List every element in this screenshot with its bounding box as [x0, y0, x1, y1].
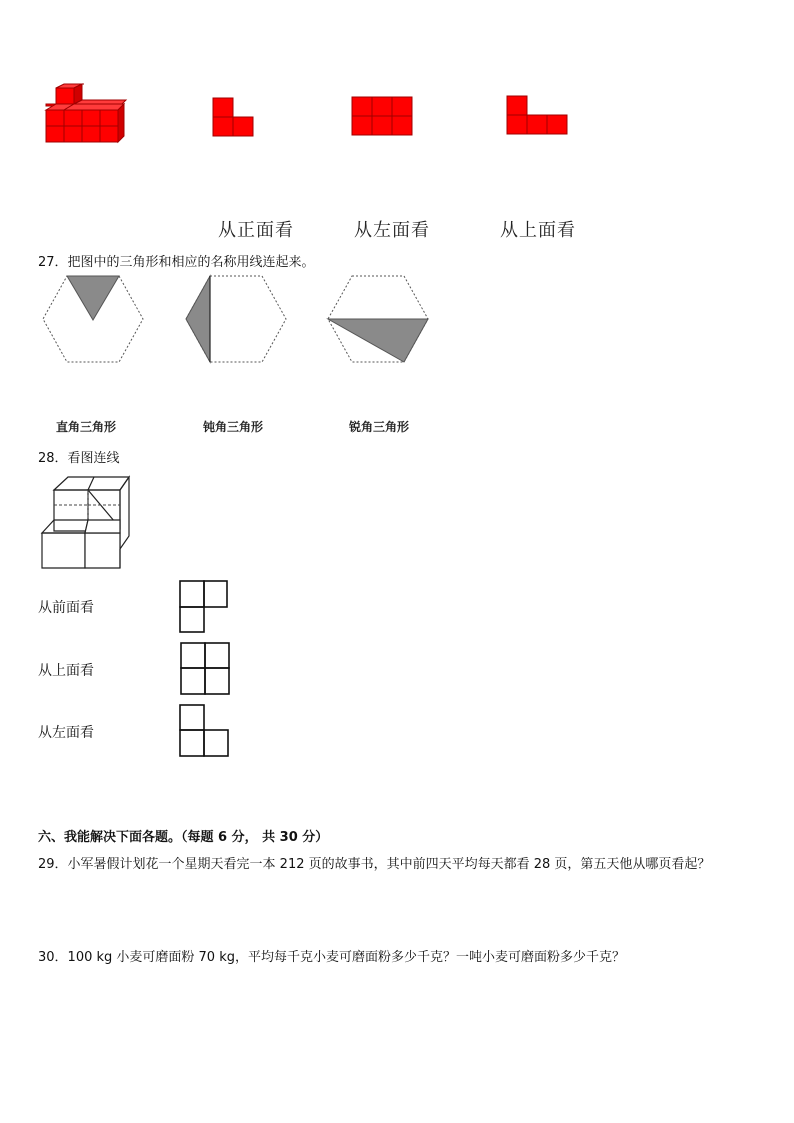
q28-prompt: 28．看图连线 — [38, 451, 120, 466]
option-grid-3 — [179, 704, 231, 758]
hexagon-figure-2 — [185, 275, 287, 363]
left-view-figure — [352, 97, 412, 137]
top-view-figure — [507, 96, 567, 136]
hexagon-figure-3 — [327, 275, 429, 363]
hexagon-figure-1 — [42, 275, 144, 363]
view-label-left-q28: 从左面看 — [38, 725, 94, 741]
section-six-heading: 六、我能解决下面各题。（每题 6 分， 共 30 分） — [38, 830, 329, 845]
red-cube-solid — [44, 84, 126, 146]
option-grid-1 — [179, 580, 229, 634]
cube-solid-sketch — [40, 476, 130, 570]
option-grid-2 — [180, 642, 232, 696]
triangle-name-acute: 锐角三角形 — [349, 420, 410, 434]
view-label-front: 从正面看 — [218, 220, 294, 241]
view-label-front-q28: 从前面看 — [38, 600, 94, 616]
view-label-top-q28: 从上面看 — [38, 663, 94, 679]
q29-text: 29．小军暑假计划花一个星期天看完一本 212 页的故事书，其中前四天平均每天都看 28 页，第五天他从哪页看起？ — [38, 857, 711, 872]
front-view-figure — [213, 98, 255, 138]
q30-text: 30．100 kg 小麦可磨面粉 70 kg，平均每千克小麦可磨面粉多少千克？一吨小麦可磨面粉多少千克？ — [38, 950, 625, 965]
triangle-name-obtuse: 钝角三角形 — [203, 420, 264, 434]
q27-prompt: 27．把图中的三角形和相应的名称用线连起来。 — [38, 255, 315, 270]
view-label-left: 从左面看 — [354, 220, 430, 241]
triangle-name-right: 直角三角形 — [56, 420, 117, 434]
view-label-top: 从上面看 — [500, 220, 576, 241]
